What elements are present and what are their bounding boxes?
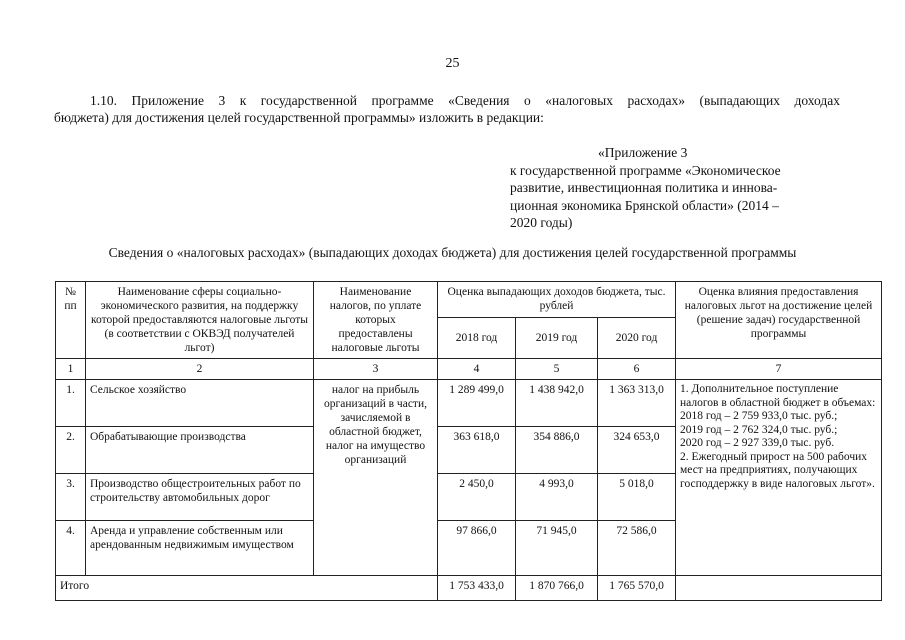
row-sphere: Сельское хозяйство [86, 380, 314, 427]
table-row [56, 380, 882, 427]
value-2020: 1 363 313,0 [598, 380, 676, 427]
row-num: 3. [56, 474, 86, 521]
total-row [56, 576, 882, 601]
value-2020: 72 586,0 [598, 521, 676, 576]
row-num: 2. [56, 427, 86, 474]
impact-line-1: 1. Дополнительное поступление налогов в областной бюджет в объемах: [680, 383, 876, 409]
table-title: Сведения о «налоговых расходах» (выпадающих доходах бюджета) для достижения целей государственной программы [108, 245, 797, 260]
value-2020: 5 018,0 [598, 474, 676, 521]
total-2018: 1 753 433,0 [438, 576, 516, 601]
header-num: № пп [56, 282, 86, 359]
impact-line-2: 2018 год – 2 759 933,0 тыс. руб.; [680, 410, 838, 422]
index-cell: 6 [598, 359, 676, 380]
header-sphere: Наименование сферы социально-экономического развития, на поддержку которой предоставляются налоговые льготы (в соответствии с ОКВЭД получателей льгот) [86, 282, 314, 359]
row-sphere: Обрабатывающие производства [86, 427, 314, 474]
total-2020: 1 765 570,0 [598, 576, 676, 601]
header-2019: 2019 год [516, 318, 598, 359]
header-2018: 2018 год [438, 318, 516, 359]
tax-expenditures-table [55, 281, 882, 601]
value-2019: 71 945,0 [516, 521, 598, 576]
intro-line-1: 1.10. Приложение 3 к государственной программе «Сведения о «налоговых расходах» (выпадающих доходах [90, 93, 840, 108]
appendix-line-3: развитие, инвестиционная политика и иннова- [510, 180, 778, 195]
value-2018: 363 618,0 [438, 427, 516, 474]
index-cell: 1 [56, 359, 86, 380]
total-empty-cell [676, 576, 882, 601]
appendix-line-5: 2020 годы) [510, 215, 573, 230]
appendix-line-4: ционная экономика Брянской области» (2014 – [510, 197, 779, 213]
value-2019: 1 438 942,0 [516, 380, 598, 427]
index-cell: 3 [314, 359, 438, 380]
total-label: Итого [56, 576, 438, 601]
impact-line-5: 2. Ежегодный прирост на 500 рабочих мест на предприятиях, получающих господдержку в виде налоговых льгот». [680, 450, 875, 490]
impact-cell [676, 380, 882, 576]
appendix-reference [510, 144, 826, 232]
header-2020: 2020 год [598, 318, 676, 359]
header-tax: Наименование налогов, по уплате которых предоставлены налоговые льготы [314, 282, 438, 359]
value-2018: 97 866,0 [438, 521, 516, 576]
value-2020: 324 653,0 [598, 427, 676, 474]
page-number: 25 [445, 56, 460, 71]
row-num: 1. [56, 380, 86, 427]
column-index-row [56, 359, 882, 380]
header-row-1 [56, 282, 882, 318]
index-cell: 7 [676, 359, 882, 380]
impact-line-3: 2019 год – 2 762 324,0 тыс. руб.; [680, 423, 838, 436]
total-2019: 1 870 766,0 [516, 576, 598, 601]
row-sphere: Производство общестроительных работ по строительству автомобильных дорог [86, 474, 314, 521]
header-estimate: Оценка выпадающих доходов бюджета, тыс. рублей [438, 282, 676, 318]
tax-type-cell: налог на прибыль организаций в части, зачисляемой в областной бюджет, налог на имущество организаций [314, 380, 438, 576]
value-2019: 354 886,0 [516, 427, 598, 474]
index-cell: 4 [438, 359, 516, 380]
impact-line-4: 2020 год – 2 927 339,0 тыс. руб. [680, 437, 835, 449]
appendix-line-1: «Приложение 3 [598, 145, 688, 160]
intro-paragraph [54, 92, 840, 126]
value-2018: 2 450,0 [438, 474, 516, 521]
index-cell: 5 [516, 359, 598, 380]
value-2019: 4 993,0 [516, 474, 598, 521]
header-impact: Оценка влияния предоставления налоговых льгот на достижение целей (решение задач) государственной программы [676, 282, 882, 359]
appendix-line-2: к государственной программе «Экономическое [510, 162, 781, 178]
value-2018: 1 289 499,0 [438, 380, 516, 427]
row-num: 4. [56, 521, 86, 576]
intro-line-2: бюджета) для достижения целей государственной программы» изложить в редакции: [54, 110, 544, 125]
row-sphere: Аренда и управление собственным или арендованным недвижимым имуществом [86, 521, 314, 576]
index-cell: 2 [86, 359, 314, 380]
